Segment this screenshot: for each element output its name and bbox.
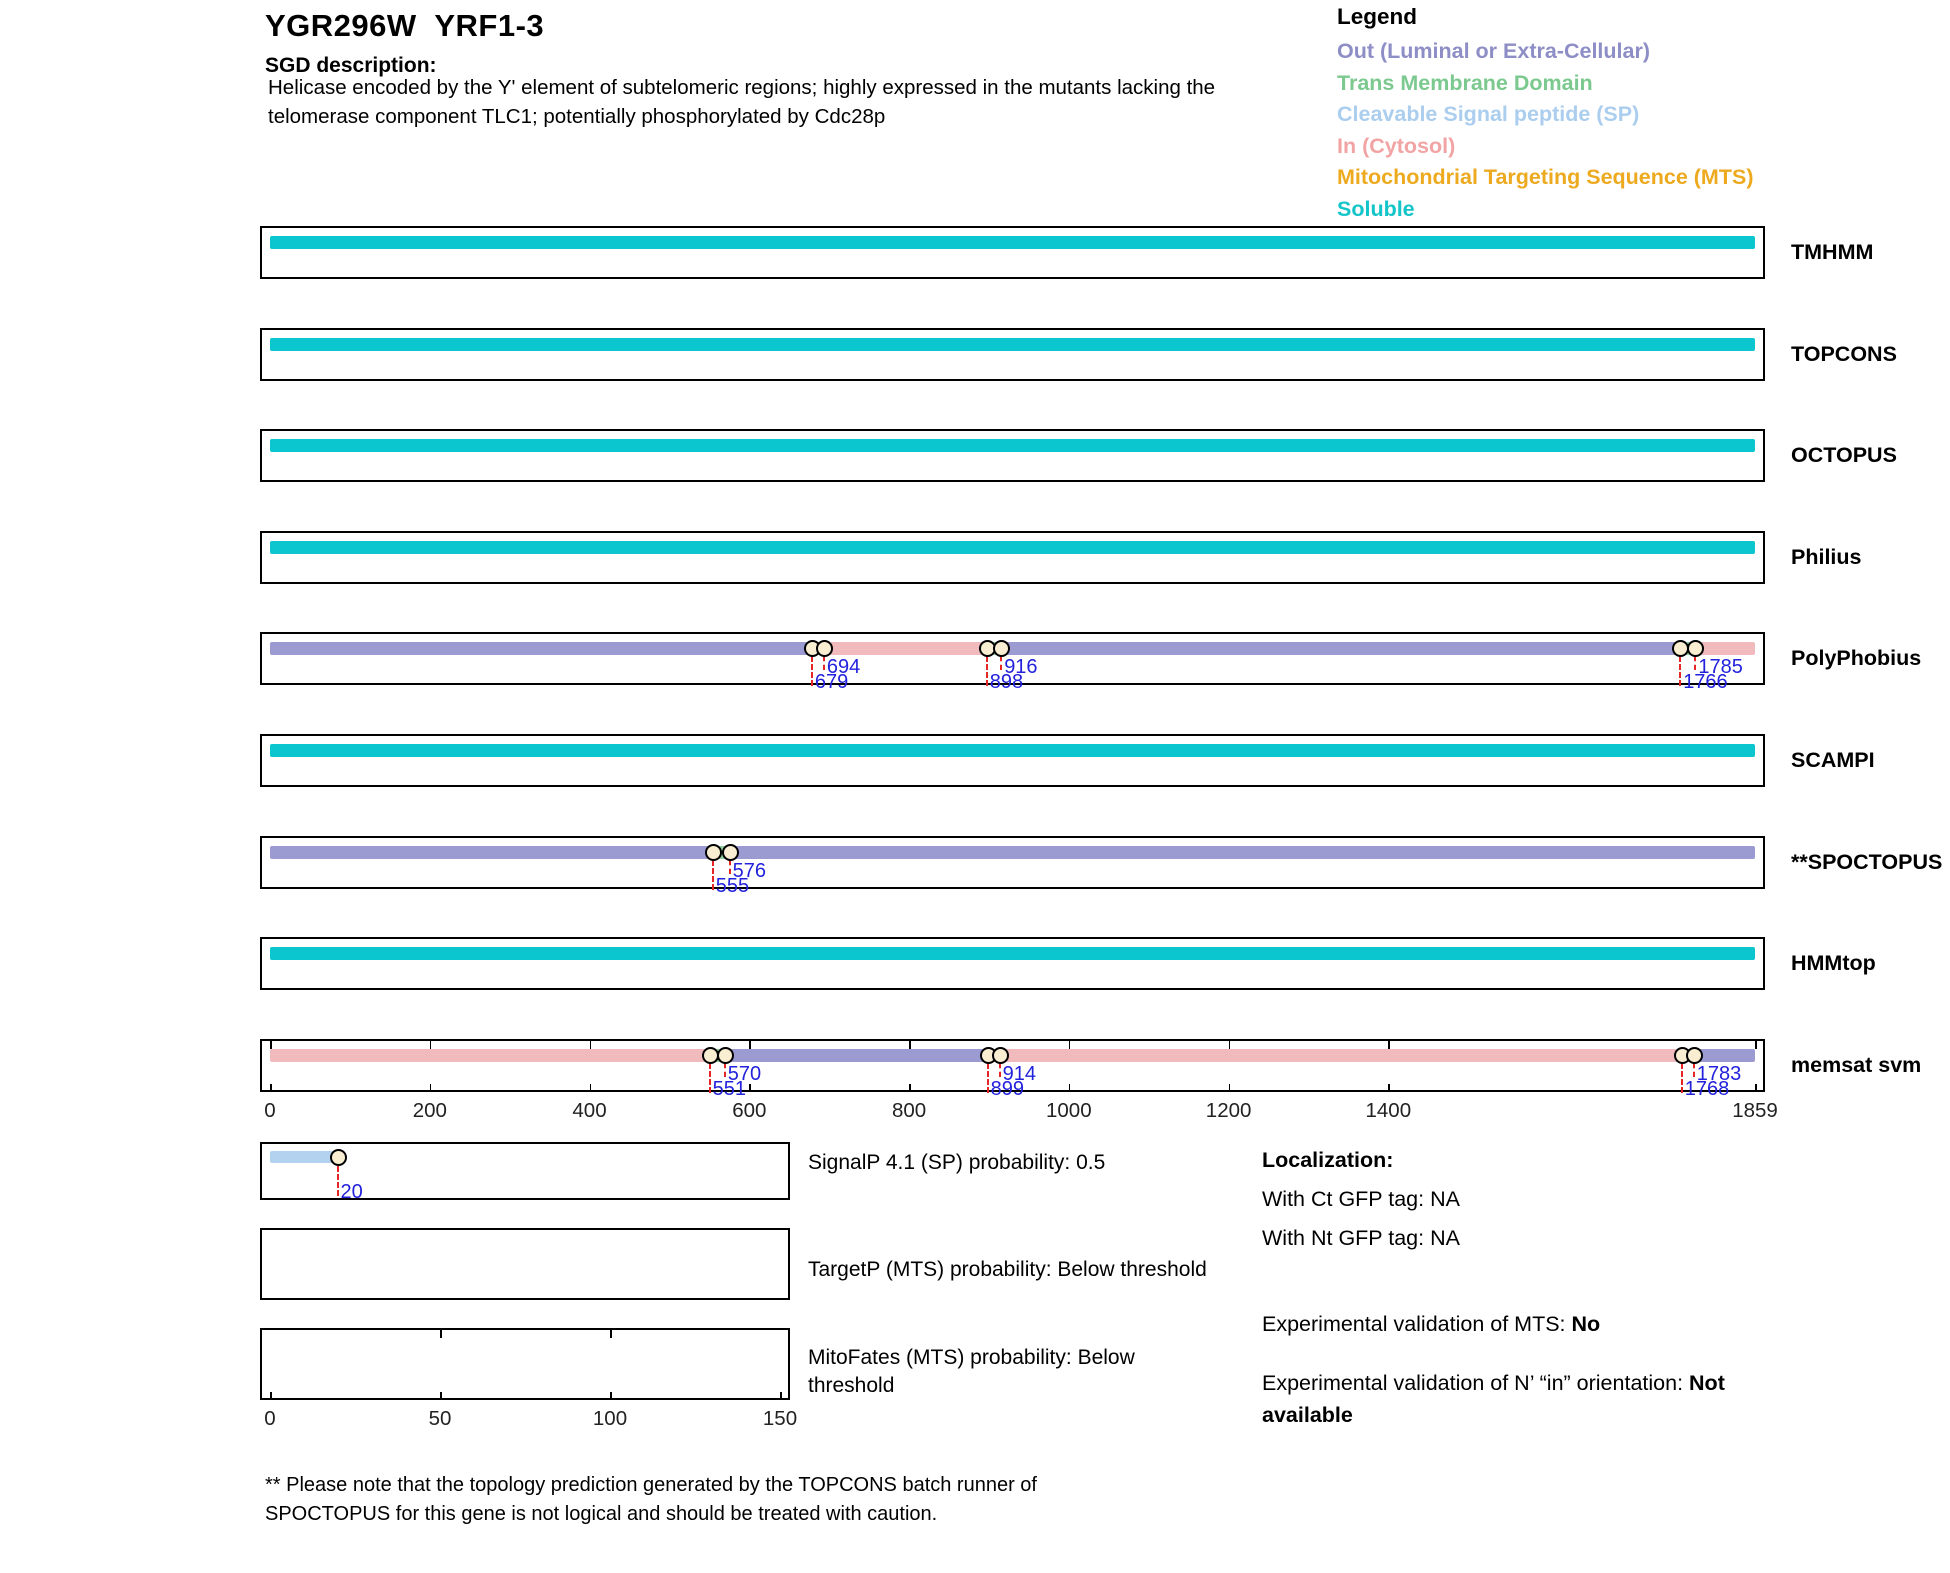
axis-tick — [270, 1041, 272, 1049]
marker-guide-line — [337, 1166, 339, 1196]
marker-guide-line — [1681, 1063, 1683, 1093]
axis-tick-label: 100 — [592, 1407, 628, 1430]
marker-position-label: 20 — [340, 1181, 363, 1203]
axis-tick-label: 1200 — [1205, 1099, 1252, 1122]
axis-tick — [1069, 1041, 1071, 1049]
track-label-spoctopus: **SPOCTOPUS — [1791, 850, 1943, 874]
gene-title: YGR296W YRF1-3 — [265, 8, 545, 43]
legend-item-soluble: Soluble — [1337, 196, 1415, 221]
marker-guide-line — [987, 1063, 989, 1093]
axis-tick — [590, 1041, 592, 1049]
mts-validation-label: Experimental validation of MTS: — [1262, 1312, 1572, 1336]
mts-validation-line — [1262, 1308, 1600, 1340]
marker-position-label: 570 — [727, 1063, 762, 1085]
track-box-tmhmm — [260, 226, 1765, 279]
marker-guide-line — [1693, 1063, 1695, 1077]
axis-tick — [270, 1084, 272, 1092]
track-box-polyphobius — [260, 632, 1765, 693]
axis-tick — [270, 1392, 272, 1400]
subplot-caption-mitofates: MitoFates (MTS) probability: Below threshold — [808, 1346, 1135, 1397]
marker-position-label: 694 — [826, 656, 861, 678]
marker-guide-line — [999, 1063, 1001, 1077]
track-box-memsat-svm — [260, 1039, 1765, 1100]
segment-soluble — [270, 439, 1755, 452]
axis-tick-label: 1000 — [1045, 1099, 1092, 1122]
tm-boundary-marker — [717, 1047, 734, 1064]
footnote: ** Please note that the topology prediction generated by the TOPCONS batch runner of SPOCTOPUS for this gene is not logical and should be treated with caution. — [265, 1474, 1037, 1525]
axis-tick — [909, 1041, 911, 1049]
axis-tick — [440, 1392, 442, 1400]
segment-out — [270, 846, 713, 859]
axis-tick — [1755, 1084, 1757, 1092]
track-box-topcons — [260, 328, 1765, 381]
marker-position-label: 916 — [1004, 656, 1038, 678]
marker-guide-line — [811, 656, 813, 686]
segment-soluble — [270, 236, 1755, 249]
nt-gfp-line: With Nt GFP tag: NA — [1262, 1226, 1460, 1250]
segment-in — [999, 1049, 1682, 1062]
axis-tick — [1755, 1041, 1757, 1049]
segment-out — [1001, 642, 1681, 655]
tm-boundary-marker — [816, 640, 833, 657]
axis-tick — [610, 1392, 612, 1400]
axis-tick — [1069, 1084, 1071, 1092]
marker-guide-line — [1694, 656, 1696, 670]
marker-guide-line — [729, 860, 731, 874]
legend-heading: Legend — [1337, 4, 1418, 29]
subplot-box-mitofates — [260, 1328, 790, 1400]
segment-out — [270, 642, 812, 655]
segment-soluble — [270, 947, 1755, 960]
segment-sp — [270, 1151, 338, 1163]
axis-tick — [1229, 1041, 1231, 1049]
tm-boundary-marker — [330, 1149, 347, 1166]
orientation-label: Experimental validation of N’ “in” orientation: — [1262, 1371, 1690, 1395]
segment-in — [1695, 642, 1755, 655]
track-label-topcons: TOPCONS — [1791, 342, 1897, 366]
track-box-hmmtop — [260, 937, 1765, 990]
axis-tick — [749, 1041, 751, 1049]
segment-out — [729, 846, 1755, 859]
legend — [1337, 36, 1753, 225]
marker-guide-line — [724, 1063, 726, 1077]
segment-in — [824, 642, 988, 655]
axis-tick — [440, 1330, 442, 1338]
localization-heading: Localization: — [1262, 1148, 1394, 1172]
track-label-octopus: OCTOPUS — [1791, 443, 1897, 467]
legend-item-tm: Trans Membrane Domain — [1337, 70, 1593, 95]
axis-tick-label: 400 — [572, 1099, 607, 1122]
legend-item-out: Out (Luminal or Extra-Cellular) — [1337, 39, 1650, 63]
segment-soluble — [270, 338, 1755, 351]
axis-tick — [1388, 1084, 1390, 1092]
track-label-scampi: SCAMPI — [1791, 748, 1875, 772]
track-label-polyphobius: PolyPhobius — [1791, 646, 1922, 670]
axis-tick — [430, 1084, 432, 1092]
track-box-philius — [260, 531, 1765, 584]
segment-soluble — [270, 744, 1755, 757]
axis-tick — [610, 1330, 612, 1338]
track-label-tmhmm: TMHMM — [1791, 240, 1874, 264]
axis-tick-label: 0 — [264, 1407, 276, 1430]
marker-position-label: 1766 — [1683, 671, 1728, 693]
tm-boundary-marker — [705, 844, 722, 861]
track-box-scampi — [260, 734, 1765, 787]
marker-position-label: 1768 — [1684, 1078, 1730, 1100]
subplot-box-targetp — [260, 1228, 790, 1300]
axis-tick — [1388, 1041, 1390, 1049]
segment-out — [725, 1049, 989, 1062]
segment-soluble — [270, 541, 1755, 554]
orientation-value: Not available — [1262, 1371, 1725, 1427]
marker-position-label: 576 — [732, 860, 766, 882]
marker-guide-line — [709, 1063, 711, 1093]
marker-position-label: 899 — [990, 1078, 1024, 1100]
mts-validation-value: No — [1571, 1312, 1601, 1336]
legend-item-in: In (Cytosol) — [1337, 133, 1456, 158]
axis-tick-label: 200 — [412, 1099, 447, 1122]
track-label-memsat-svm: memsat svm — [1791, 1053, 1922, 1077]
marker-guide-line — [1679, 656, 1681, 686]
tm-boundary-marker — [1686, 1047, 1703, 1064]
marker-guide-line — [1000, 656, 1002, 670]
subplot-caption-signalp: SignalP 4.1 (SP) probability: 0.5 — [808, 1151, 1106, 1174]
axis-tick-label: 0 — [264, 1099, 276, 1122]
track-label-hmmtop: HMMtop — [1791, 951, 1876, 975]
marker-position-label: 898 — [989, 671, 1024, 693]
marker-guide-line — [712, 860, 714, 890]
tm-boundary-marker — [992, 1047, 1009, 1064]
marker-position-label: 1785 — [1698, 656, 1743, 678]
axis-tick — [909, 1084, 911, 1092]
legend-item-mts: Mitochondrial Targeting Sequence (MTS) — [1337, 165, 1754, 189]
axis-tick-label: 50 — [428, 1407, 452, 1430]
marker-position-label: 555 — [715, 875, 750, 897]
marker-guide-line — [986, 656, 988, 686]
axis-tick-label: 800 — [891, 1099, 927, 1122]
axis-tick-label: 1400 — [1365, 1099, 1412, 1122]
axis-tick — [590, 1084, 592, 1092]
sgd-description-heading: SGD description: — [265, 54, 437, 77]
legend-item-sp: Cleavable Signal peptide (SP) — [1337, 102, 1640, 126]
axis-tick-label: 600 — [732, 1099, 767, 1122]
axis-tick — [430, 1041, 432, 1049]
orientation-line — [1262, 1367, 1820, 1431]
axis-tick-label: 150 — [762, 1407, 798, 1430]
marker-position-label: 914 — [1002, 1063, 1036, 1085]
track-box-spoctopus — [260, 836, 1765, 897]
subplot-caption-targetp: TargetP (MTS) probability: Below threshold — [808, 1258, 1207, 1281]
marker-guide-line — [823, 656, 825, 670]
marker-position-label: 551 — [712, 1078, 746, 1100]
axis-tick — [1229, 1084, 1231, 1092]
axis-tick — [780, 1392, 782, 1400]
sgd-description-text: Helicase encoded by the Y' element of subtelomeric regions; highly expressed in the mutants lacking the telomerase component TLC1; potentially phosphorylated by Cdc28p — [268, 76, 1216, 128]
marker-position-label: 679 — [814, 671, 849, 693]
track-label-philius: Philius — [1791, 545, 1862, 569]
tm-boundary-marker — [722, 844, 739, 861]
segment-in — [270, 1049, 710, 1062]
track-box-octopus — [260, 429, 1765, 482]
subplot-box-signalp — [260, 1142, 790, 1203]
axis-tick-label: 1859 — [1732, 1099, 1778, 1122]
ct-gfp-line: With Ct GFP tag: NA — [1262, 1187, 1460, 1211]
marker-position-label: 1783 — [1696, 1063, 1742, 1085]
